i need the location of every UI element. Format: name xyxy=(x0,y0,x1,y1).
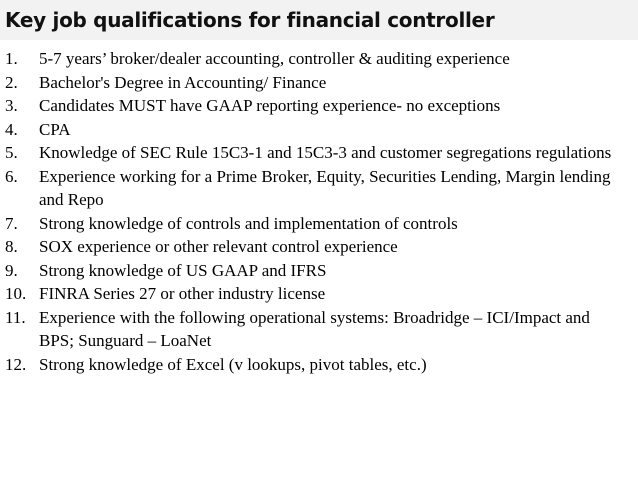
list-item xyxy=(5,141,625,165)
list-item-text: Experience working for a Prime Broker, Equity, Securities Lending, Margin lending and Repo xyxy=(39,166,611,209)
list-item-number: 1. xyxy=(5,49,18,68)
list-item-text: Experience with the following operational systems: Broadridge – ICI/Impact and BPS; Sunguard – LoaNet xyxy=(39,307,590,350)
list-item-text: Candidates MUST have GAAP reporting experience- no exceptions xyxy=(39,96,501,115)
list-item xyxy=(5,94,625,118)
list-item-number: 4. xyxy=(5,119,18,139)
list-item-number: 3. xyxy=(5,96,18,115)
list-item-number: 12. xyxy=(5,354,27,374)
list-item xyxy=(5,71,625,95)
list-item-number: 2. xyxy=(5,72,18,92)
list-item-number: 8. xyxy=(5,237,18,256)
list-item xyxy=(5,306,625,353)
qualifications-list xyxy=(5,47,625,376)
list-item xyxy=(5,47,625,71)
list-item-text: Strong knowledge of controls and implementation of controls xyxy=(39,213,458,233)
list-item-number: 10. xyxy=(5,284,27,303)
list-item xyxy=(5,282,625,306)
list-item-text: FINRA Series 27 or other industry license xyxy=(39,284,326,303)
list-item xyxy=(5,118,625,142)
list-item-number: 9. xyxy=(5,260,18,280)
list-item-number: 11. xyxy=(5,307,26,327)
list-item xyxy=(5,259,625,283)
list-item-number: 6. xyxy=(5,166,18,186)
list-item-number: 7. xyxy=(5,213,18,233)
list-item xyxy=(5,212,625,236)
list-item-number: 5. xyxy=(5,143,18,162)
list-item xyxy=(5,353,625,377)
list-item-text: 5-7 years’ broker/dealer accounting, controller & auditing experience xyxy=(39,49,510,68)
title-bar xyxy=(0,0,638,40)
list-item-text: CPA xyxy=(39,119,71,139)
list-item-text: Knowledge of SEC Rule 15C3-1 and 15C3-3 and customer segregations regulations xyxy=(39,143,612,162)
page-title: Key job qualifications for financial controller xyxy=(5,8,495,32)
list-item-text: SOX experience or other relevant control experience xyxy=(39,237,398,256)
list-item xyxy=(5,235,625,259)
list-item-text: Strong knowledge of US GAAP and IFRS xyxy=(39,260,327,280)
list-item-text: Strong knowledge of Excel (v lookups, pivot tables, etc.) xyxy=(39,354,427,374)
list-item xyxy=(5,165,625,212)
list-item-text: Bachelor's Degree in Accounting/ Finance xyxy=(39,72,327,92)
